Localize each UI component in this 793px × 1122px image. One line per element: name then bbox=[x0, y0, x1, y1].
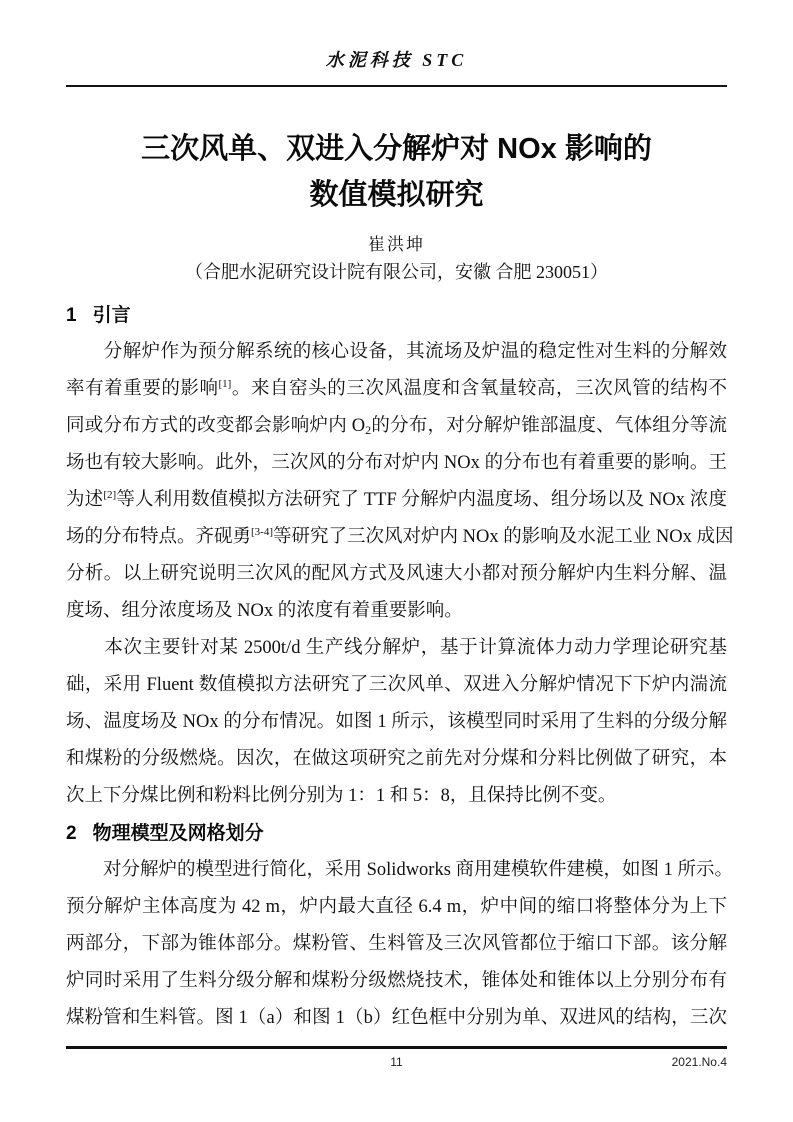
text-run: 和煤粉的分级燃烧。因次，在做这项研究之前先对分煤和分料比例做了研究，本 bbox=[66, 749, 727, 769]
text-run: 分解炉作为预分解系统的核心设备，其流场及炉温的稳定性对生料的分解效 bbox=[66, 342, 727, 362]
chemical-subscript: 2 bbox=[365, 423, 372, 437]
article-body bbox=[66, 297, 734, 1037]
paragraph bbox=[66, 630, 727, 815]
author-name: 崔洪坤 bbox=[368, 235, 425, 254]
text-run: 炉同时采用了生料分级分解和煤粉分级燃烧技术，锥体处和锥体以上分别分布有 bbox=[66, 971, 727, 991]
text-line bbox=[66, 593, 727, 630]
section-title: 物理模型及网格划分 bbox=[92, 823, 264, 844]
text-run: 对分解炉的模型进行简化，采用 Solidworks 商用建模软件建模，如图 1 所示。 bbox=[66, 860, 734, 880]
text-run: 分析。以上研究说明三次风的配风方式及风速大小都对预分解炉内生料分解、温 bbox=[66, 564, 727, 584]
text-line bbox=[66, 482, 727, 519]
author-affiliation: （合肥水泥研究设计院有限公司，安徽 合肥 230051） bbox=[185, 262, 608, 282]
text-line bbox=[66, 556, 727, 593]
paragraph bbox=[66, 852, 734, 1037]
paragraph bbox=[66, 334, 734, 630]
text-run: 次上下分煤比例和粉料比例分别为 1：1 和 5：8，且保持比例不变。 bbox=[66, 786, 617, 806]
section-number: 2 bbox=[66, 823, 77, 844]
text-line bbox=[66, 630, 727, 667]
text-line bbox=[66, 408, 727, 445]
citation-reference: [2] bbox=[103, 489, 117, 501]
text-line bbox=[66, 667, 727, 704]
footer-issue-label: 2021.No.4 bbox=[671, 1055, 727, 1069]
text-run: 场、温度场及 NOx 的分布情况。如图 1 所示，该模型同时采用了生料的分级分解 bbox=[66, 712, 727, 732]
text-line bbox=[66, 334, 727, 371]
journal-header-title: 水泥科技 STC bbox=[325, 50, 468, 70]
text-run: 的分布，对分解炉锥部温度、气体组分等流 bbox=[371, 416, 727, 436]
text-line bbox=[66, 963, 727, 1000]
text-line bbox=[66, 704, 727, 741]
text-run: 为述 bbox=[66, 490, 104, 510]
text-run: 预分解炉主体高度为 42 m，炉内最大直径 6.4 m，炉中间的缩口将整体分为上下 bbox=[66, 897, 727, 917]
footer-page-number: 11 bbox=[390, 1055, 403, 1069]
section-number: 1 bbox=[66, 305, 77, 326]
text-run: 本次主要针对某 2500t/d 生产线分解炉，基于计算流体力动力学理论研究基 bbox=[66, 638, 727, 658]
text-run: 同或分布方式的改变都会影响炉内 O bbox=[66, 416, 366, 436]
article-title-line-1: 三次风单、双进入分解炉对 NOx 影响的 bbox=[141, 133, 652, 165]
text-run: 度场、组分浓度场及 NOx 的浓度有着重要影响。 bbox=[66, 601, 463, 621]
article-title bbox=[40, 126, 753, 218]
text-line bbox=[66, 519, 734, 556]
text-run: 率有着重要的影响 bbox=[66, 379, 219, 399]
section-title: 引言 bbox=[92, 305, 131, 326]
article-title-line-2: 数值模拟研究 bbox=[309, 179, 484, 211]
text-line bbox=[66, 778, 727, 815]
text-run: 煤粉管和生料管。图 1（a）和图 1（b）红色框中分别为单、双进风的结构，三次 bbox=[66, 1008, 727, 1028]
section-heading-1 bbox=[66, 297, 727, 334]
text-line bbox=[66, 926, 727, 963]
text-run: 场的分布特点。齐砚勇 bbox=[66, 527, 252, 547]
text-line bbox=[66, 1000, 727, 1037]
text-line bbox=[66, 741, 727, 778]
text-line bbox=[66, 445, 727, 482]
footer-divider-rule bbox=[66, 1046, 727, 1049]
text-run: 场也有较大影响。此外，三次风的分布对炉内 NOx 的分布也有着重要的影响。王 bbox=[66, 453, 727, 473]
header-divider-rule bbox=[66, 85, 727, 87]
text-line bbox=[66, 852, 734, 889]
text-run: 础，采用 Fluent 数值模拟方法研究了三次风单、双进入分解炉情况下下炉内湍流 bbox=[66, 675, 727, 695]
text-run: 等人利用数值模拟方法研究了 TTF 分解炉内温度场、组分场以及 NOx 浓度 bbox=[116, 490, 727, 510]
text-line bbox=[66, 889, 727, 926]
section-heading-2 bbox=[66, 815, 727, 852]
citation-reference: [1] bbox=[218, 378, 232, 390]
text-run: 。来自窑头的三次风温度和含氧量较高，三次风管的结构不 bbox=[231, 379, 727, 399]
text-run: 等研究了三次风对炉内 NOx 的影响及水泥工业 NOx 成因 bbox=[273, 527, 734, 547]
text-line bbox=[66, 371, 727, 408]
citation-reference: [3-4] bbox=[251, 526, 274, 538]
text-run: 两部分，下部为锥体部分。煤粉管、生料管及三次风管都位于缩口下部。该分解 bbox=[66, 934, 727, 954]
